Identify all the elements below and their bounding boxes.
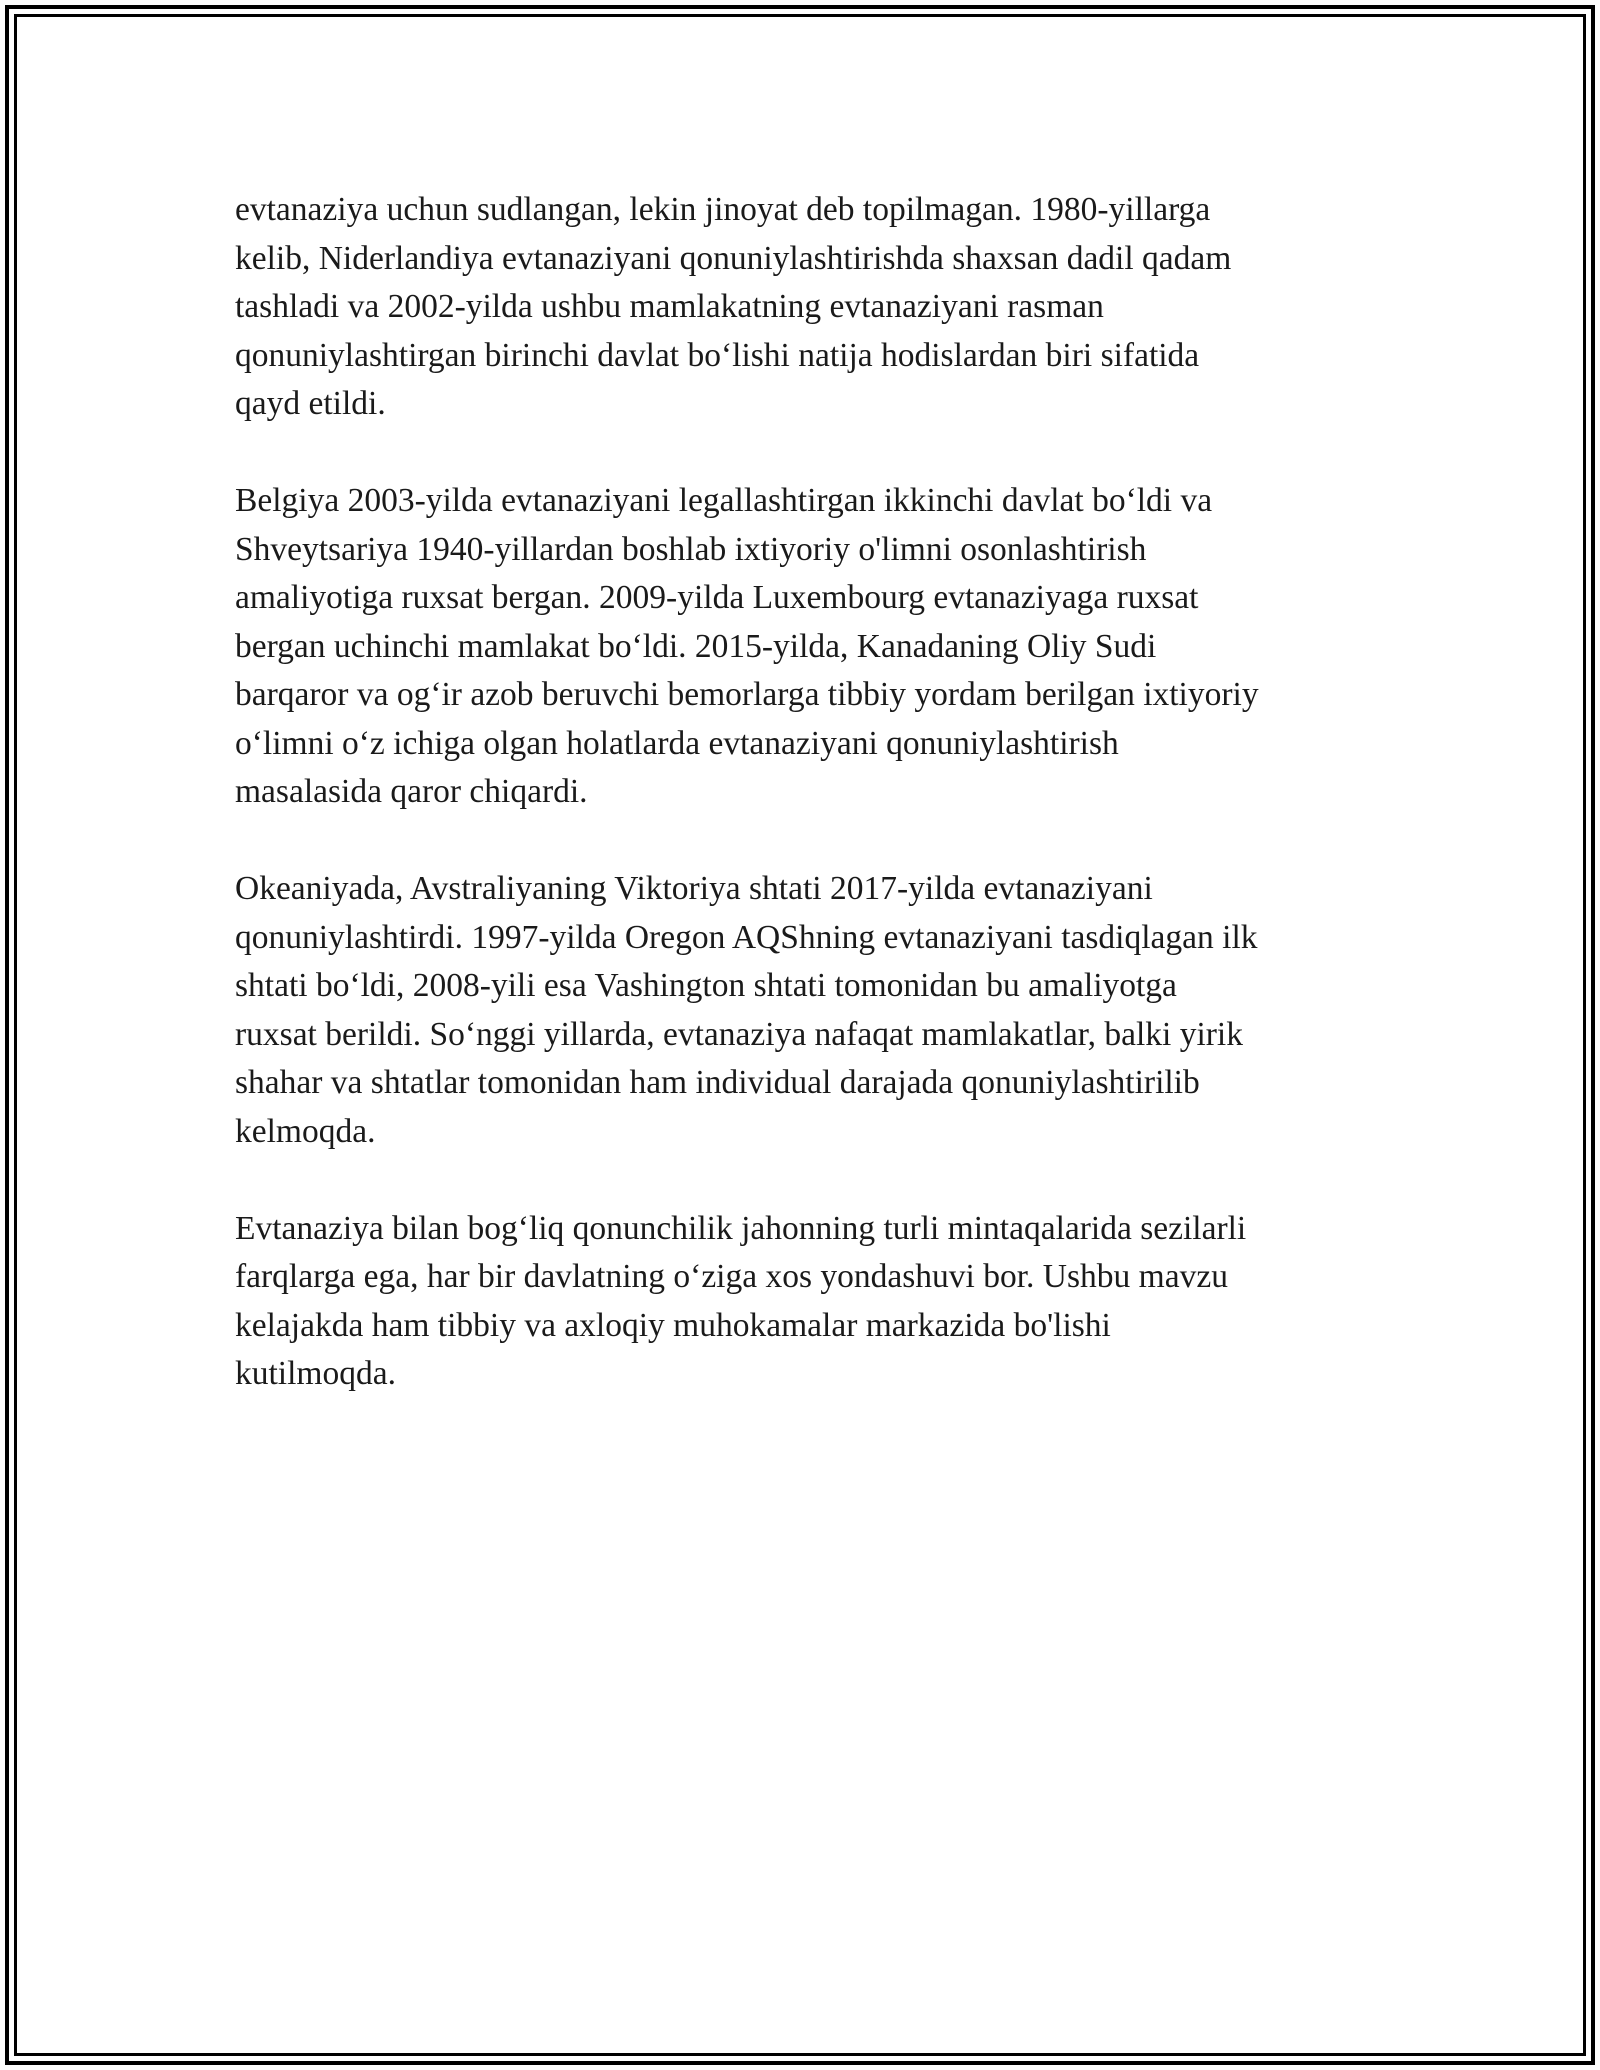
text-line: masalasida qaror chiqardi. xyxy=(235,773,588,810)
text-line: qayd etildi. xyxy=(235,385,386,422)
text-line: shtati bo‘ldi, 2008-yili esa Vashington shtati tomonidan bu amaliyotga xyxy=(235,967,1177,1004)
paragraph-netherlands xyxy=(235,186,1370,429)
paragraph-oceania xyxy=(235,865,1370,1156)
text-line: kelib, Niderlandiya evtanaziyani qonuniylashtirishda shaxsan dadil qadam xyxy=(235,239,1232,277)
text-line: tashladi va 2002-yilda ushbu mamlakatning evtanaziyani rasman xyxy=(235,288,1104,325)
text-line: shahar va shtatlar tomonidan ham individual darajada qonuniylashtirilib xyxy=(235,1064,1200,1101)
text-line: farqlarga ega, har bir davlatning o‘ziga xos yondashuvi bor. Ushbu mavzu xyxy=(235,1258,1228,1295)
text-line: kutilmoqda. xyxy=(235,1355,396,1392)
text-line: bergan uchinchi mamlakat bo‘ldi. 2015-yilda, Kanadaning Oliy Sudi xyxy=(235,627,1157,665)
text-line: qonuniylashtirgan birinchi davlat bo‘lishi natija hodislardan biri sifatida xyxy=(235,336,1200,374)
text-line: o‘limni o‘z ichiga olgan holatlarda evtanaziyani qonuniylashtirish xyxy=(235,724,1119,762)
text-line: amaliyotiga ruxsat bergan. 2009-yilda Luxembourg evtanaziyaga ruxsat xyxy=(235,579,1199,616)
text-line: kelajakda ham tibbiy va axloqiy muhokamalar markazida bo'lishi xyxy=(235,1306,1111,1344)
text-line: Shveytsariya 1940-yillardan boshlab ixtiyoriy o'limni osonlashtirish xyxy=(235,530,1147,568)
text-line: kelmoqda. xyxy=(235,1112,376,1150)
document-body xyxy=(235,186,1370,1447)
text-line: barqaror va og‘ir azob beruvchi bemorlarga tibbiy yordam berilgan ixtiyoriy xyxy=(235,676,1259,713)
text-line: ruxsat berildi. So‘nggi yillarda, evtanaziya nafaqat mamlakatlar, balki yirik xyxy=(235,1015,1243,1053)
paragraph-belgium xyxy=(235,477,1370,817)
text-line: Okeaniyada, Avstraliyaning Viktoriya shtati 2017-yilda evtanaziyani xyxy=(235,870,1153,907)
text-line: Belgiya 2003-yilda evtanaziyani legallashtirgan ikkinchi davlat bo‘ldi va xyxy=(235,482,1213,519)
text-line: evtanaziya uchun sudlangan, lekin jinoyat deb topilmagan. 1980-yillarga xyxy=(235,191,1211,228)
text-line: qonuniylashtirdi. 1997-yilda Oregon AQShning evtanaziyani tasdiqlagan ilk xyxy=(235,918,1258,956)
paragraph-conclusion xyxy=(235,1205,1370,1399)
text-line: Evtanaziya bilan bog‘liq qonunchilik jahonning turli mintaqalarida sezilarli xyxy=(235,1209,1247,1247)
